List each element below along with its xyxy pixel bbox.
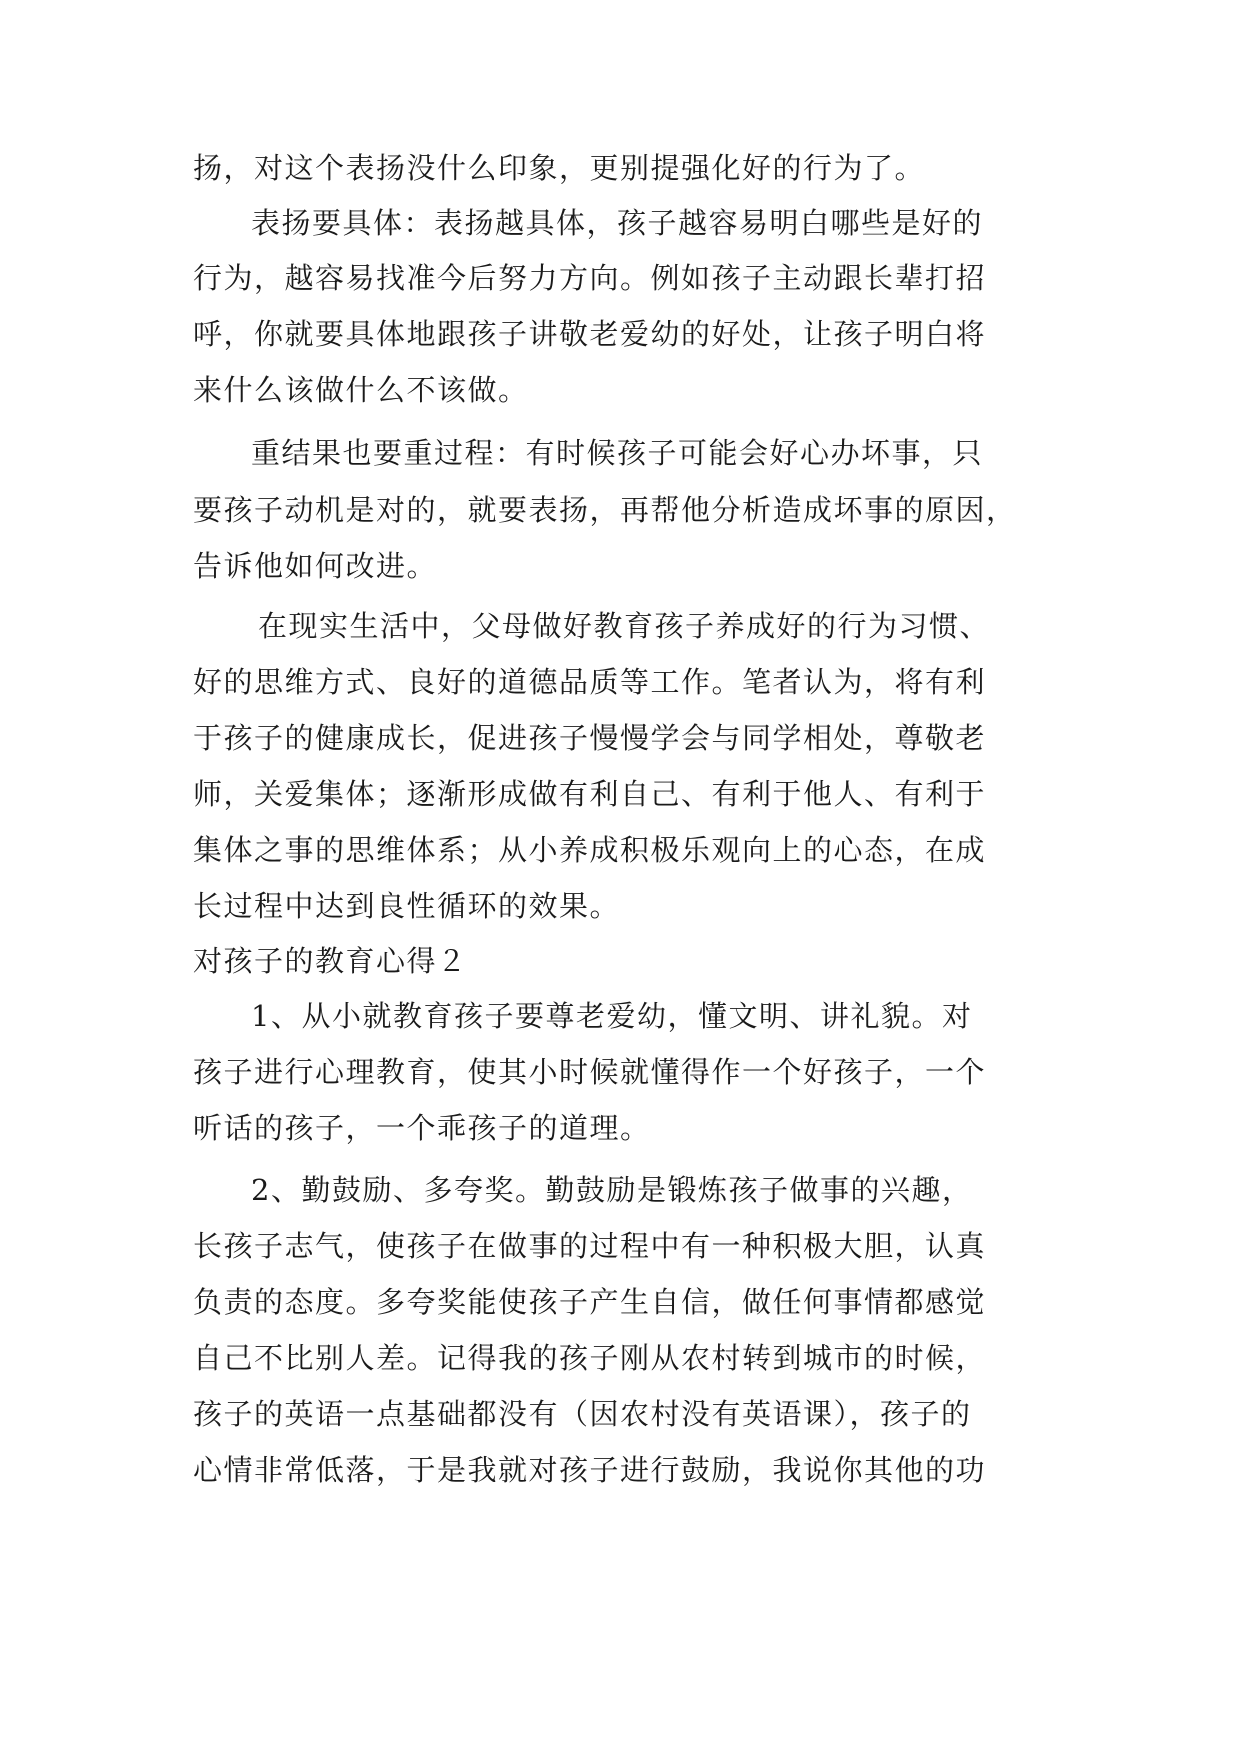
text-line: 孩子的英语一点基础都没有（因农村没有英语课），孩子的 — [193, 1397, 972, 1431]
text-line: 于孩子的健康成长，促进孩子慢慢学会与同学相处，尊敬老 — [193, 721, 987, 755]
text-line: 听话的孩子，一个乖孩子的道理。 — [193, 1111, 651, 1145]
text-line: 来什么该做什么不该做。 — [193, 373, 529, 407]
text-line: 好的思维方式、良好的道德品质等工作。笔者认为，将有利 — [193, 665, 987, 699]
text-line: 心情非常低落，于是我就对孩子进行鼓励，我说你其他的功 — [193, 1453, 987, 1487]
text-line: 师，关爱集体；逐渐形成做有利自己、有利于他人、有利于 — [193, 777, 987, 811]
paragraph-start-line: 在现实生活中，父母做好教育孩子养成好的行为习惯、 — [258, 609, 991, 643]
text-line: 扬，对这个表扬没什么印象，更别提强化好的行为了。 — [193, 151, 926, 185]
text-line: 孩子进行心理教育，使其小时候就懂得作一个好孩子，一个 — [193, 1055, 987, 1089]
text-line: 负责的态度。多夸奖能使孩子产生自信，做任何事情都感觉 — [193, 1285, 987, 1319]
text-line: 告诉他如何改进。 — [193, 549, 438, 583]
text-line: 行为，越容易找准今后努力方向。例如孩子主动跟长辈打招 — [193, 261, 987, 295]
text-line: 要孩子动机是对的，就要表扬，再帮他分析造成坏事的原因， — [193, 493, 1017, 527]
text-line: 长过程中达到良性循环的效果。 — [193, 889, 621, 923]
text-line: 集体之事的思维体系；从小养成积极乐观向上的心态，在成 — [193, 833, 987, 867]
text-line: 呼，你就要具体地跟孩子讲敬老爱幼的好处，让孩子明白将 — [193, 317, 987, 351]
paragraph-start-line: 1、从小就教育孩子要尊老爱幼，懂文明、讲礼貌。对 — [251, 999, 973, 1033]
paragraph-start-line: 表扬要具体：表扬越具体，孩子越容易明白哪些是好的 — [251, 206, 984, 240]
paragraph-start-line: 重结果也要重过程：有时候孩子可能会好心办坏事，只 — [251, 436, 984, 470]
text-line: 长孩子志气，使孩子在做事的过程中有一种积极大胆，认真 — [193, 1229, 987, 1263]
text-line: 自己不比别人差。记得我的孩子刚从农村转到城市的时候， — [193, 1341, 987, 1375]
paragraph-start-line: 2、勤鼓励、多夸奖。勤鼓励是锻炼孩子做事的兴趣， — [251, 1173, 973, 1207]
section-heading: 对孩子的教育心得２ — [193, 944, 468, 978]
